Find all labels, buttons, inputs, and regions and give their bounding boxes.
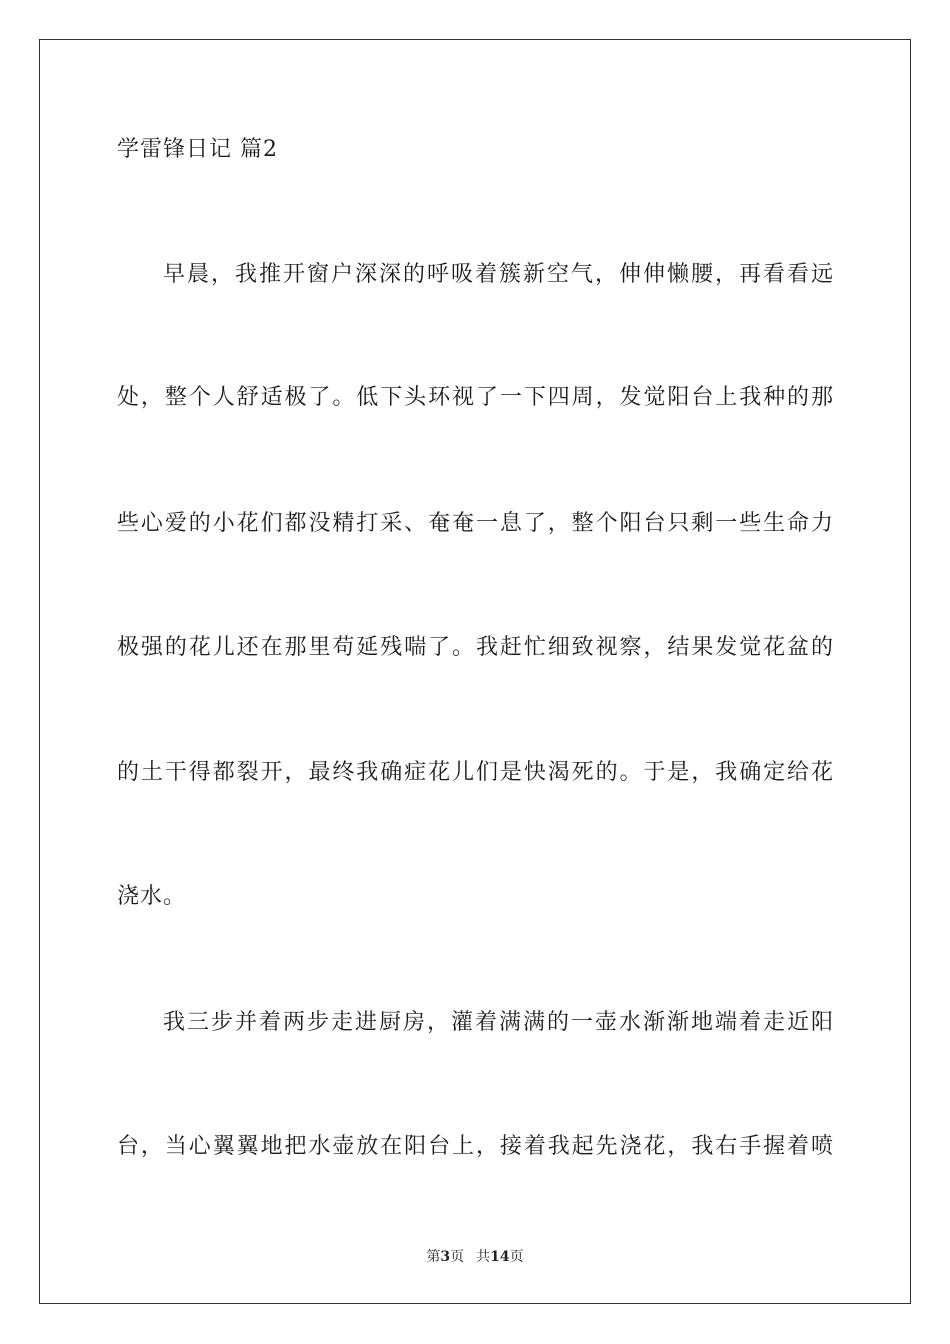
paragraph-1-line-5: 的土干得都裂开，最终我确症花儿们是快渴死的。于是，我确定给花 — [117, 760, 833, 785]
page-footer — [0, 1247, 950, 1267]
paragraph-2-line-1: 我三步并着两步走进厨房，灌着满满的一壶水渐渐地端着走近阳 — [163, 1010, 833, 1035]
paragraph-1-line-2: 处，整个人舒适极了。低下头环视了一下四周，发觉阳台上我种的那 — [117, 385, 833, 410]
paragraph-1-line-4: 极强的花儿还在那里苟延残喘了。我赶忙细致视察，结果发觉花盆的 — [117, 635, 833, 660]
paragraph-1-line-6: 浇水。 — [117, 884, 187, 909]
total-suffix: 页 — [509, 1249, 524, 1265]
total-prefix: 共 — [476, 1249, 491, 1265]
paragraph-1-line-1: 早晨，我推开窗户深深的呼吸着簇新空气，伸伸懒腰，再看看远 — [163, 262, 833, 287]
paragraph-1-line-3: 些心爱的小花们都没精打采、奄奄一息了，整个阳台只剩一些生命力 — [117, 511, 833, 536]
page-border — [39, 39, 911, 1304]
total-pages: 14 — [490, 1249, 510, 1265]
document-title: 学雷锋日记 篇2 — [117, 137, 278, 162]
paragraph-2-line-2: 台，当心翼翼地把水壶放在阳台上，接着我起先浇花，我右手握着喷 — [117, 1134, 833, 1159]
page-prefix: 第 — [426, 1249, 441, 1265]
page-number: 3 — [440, 1249, 451, 1265]
page-suffix: 页 — [450, 1249, 465, 1265]
